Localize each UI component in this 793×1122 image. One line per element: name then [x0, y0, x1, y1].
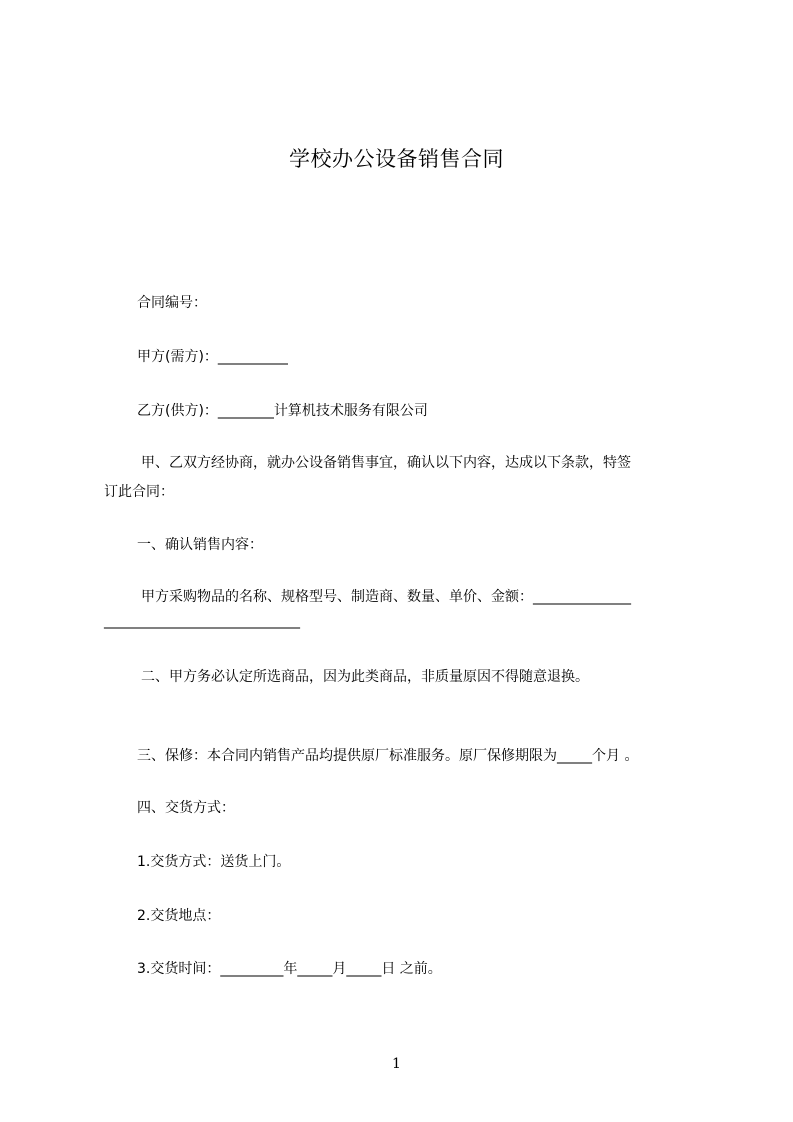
section-4-heading: 四、交货方式： [137, 800, 235, 816]
section-2-text: 二、甲方务必认定所选商品，因为此类商品，非质量原因不得随意退换。 [141, 669, 589, 685]
section-1-text-line-2: ____________________________ [104, 613, 300, 629]
section-1-heading: 一、确认销售内容： [137, 537, 263, 553]
contract-number-label: 合同编号： [137, 295, 207, 311]
intro-paragraph-line-2: 订此合同： [104, 484, 174, 500]
party-b-line: 乙方(供方)：________计算机技术服务有限公司 [137, 403, 428, 419]
party-a-line: 甲方(需方)：__________ [137, 349, 288, 365]
delivery-item-3: 3.交货时间：_________年_____月_____日 之前。 [137, 961, 442, 977]
delivery-item-1: 1.交货方式：送货上门。 [137, 854, 291, 870]
intro-paragraph-line-1: 甲、乙双方经协商，就办公设备销售事宜，确认以下内容，达成以下条款，特签 [141, 455, 631, 471]
section-1-text-line-1: 甲方采购物品的名称、规格型号、制造商、数量、单价、金额：______________ [141, 589, 631, 605]
section-3-text: 三、保修：本合同内销售产品均提供原厂标准服务。原厂保修期限为_____个月 。 [137, 748, 639, 764]
page-number: 1 [392, 1056, 401, 1072]
document-title: 学校办公设备销售合同 [289, 147, 504, 171]
delivery-item-2: 2.交货地点： [137, 908, 221, 924]
